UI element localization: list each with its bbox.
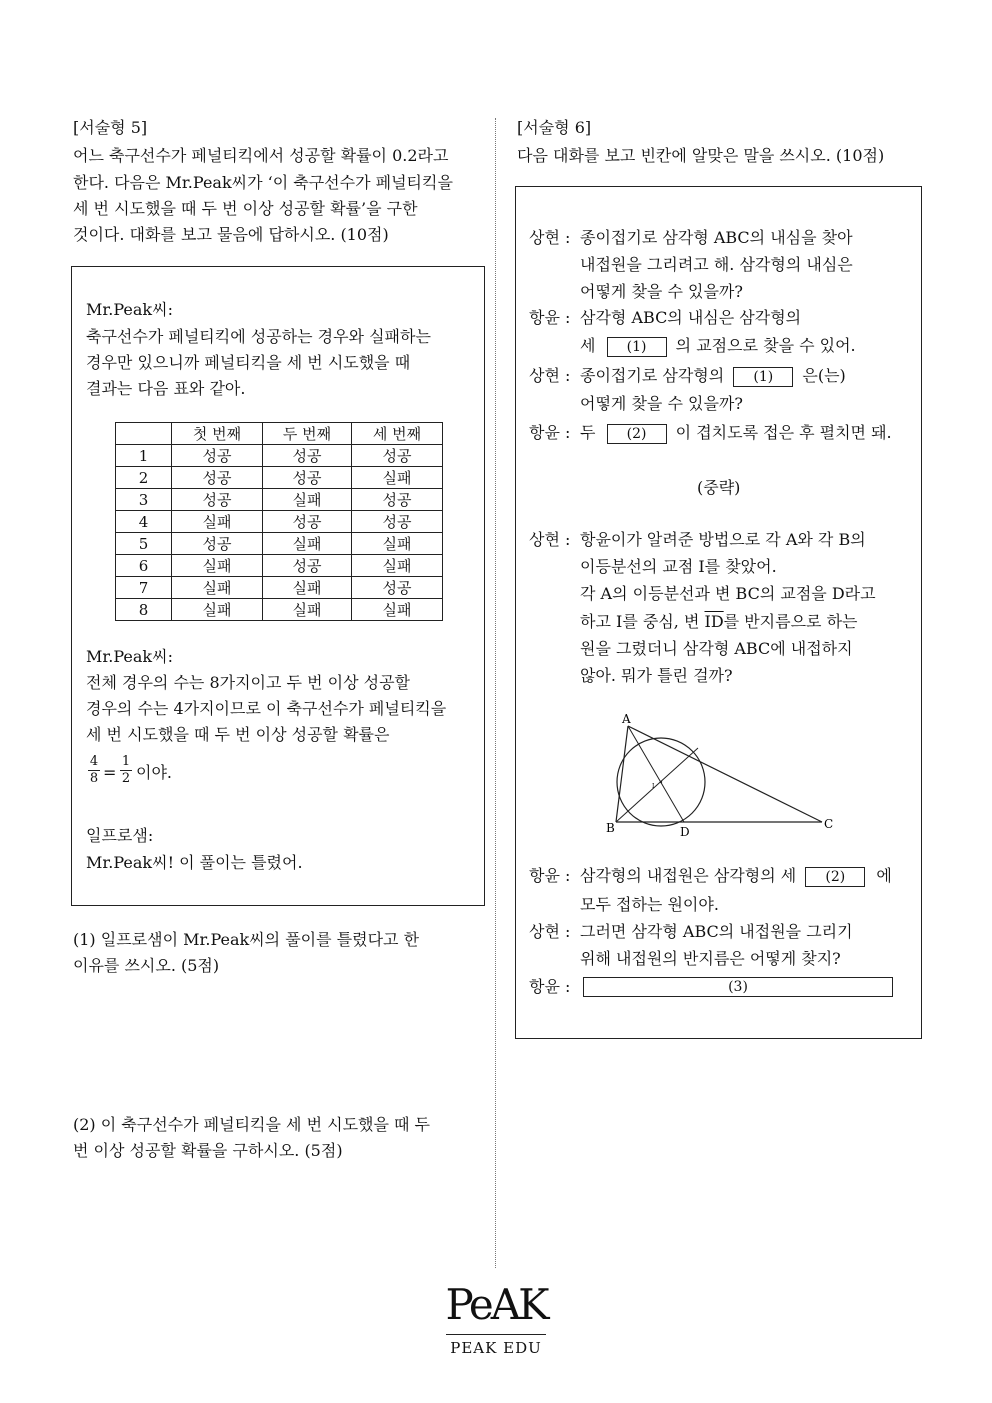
segment-id: $\overline{ID}$ bbox=[704, 612, 724, 631]
q6-text: 를 반지름으로 하는 bbox=[723, 612, 858, 631]
result-table bbox=[115, 422, 443, 621]
q5-dialogue-line: Mr.Peak씨! 이 풀이는 틀렸어. bbox=[86, 853, 303, 872]
table-header: 첫 번째 bbox=[172, 423, 263, 445]
center-point bbox=[660, 781, 662, 783]
q6-dialogue-line bbox=[580, 423, 892, 444]
q6-dialogue-line bbox=[580, 366, 846, 387]
table-row bbox=[116, 489, 443, 511]
label-a: A bbox=[622, 712, 631, 726]
logo-text: PEAK EDU bbox=[450, 1339, 542, 1357]
logo-mark: PeAK bbox=[445, 1280, 547, 1329]
q5-intro-line: 것이다. 대화를 보고 물음에 답하시오. (10점) bbox=[73, 225, 389, 244]
q5-dialogue-line: 세 번 시도했을 때 두 번 이상 성공할 확률은 bbox=[86, 725, 390, 744]
result-cell: 성공 bbox=[263, 511, 352, 533]
peak-edu-logo bbox=[440, 1282, 552, 1357]
q6-dialogue-line: 모두 접하는 원이야. bbox=[580, 895, 719, 914]
fraction-1-2 bbox=[118, 755, 134, 786]
result-cell: 실패 bbox=[263, 489, 352, 511]
result-cell: 실패 bbox=[352, 533, 443, 555]
result-cell: 성공 bbox=[172, 489, 263, 511]
q6-text: 종이접기로 삼각형의 bbox=[580, 366, 725, 385]
q6-dialogue-line bbox=[580, 612, 857, 632]
q5-sub2-line: (2) 이 축구선수가 페널티킥을 세 번 시도했을 때 두 bbox=[73, 1115, 431, 1134]
row-number: 4 bbox=[116, 511, 172, 533]
q6-dialogue-line bbox=[580, 866, 892, 887]
table-row bbox=[116, 511, 443, 533]
q5-intro-line: 세 번 시도했을 때 두 번 이상 성공할 확률’을 구한 bbox=[73, 199, 418, 218]
q6-speaker: 상현 : bbox=[529, 228, 571, 247]
q6-speaker: 항윤 : bbox=[529, 977, 571, 996]
q5-dialogue-line: 경우만 있으니까 페널티킥을 세 번 시도했을 때 bbox=[86, 353, 411, 372]
triangle-figure bbox=[600, 712, 840, 842]
result-cell: 실패 bbox=[172, 577, 263, 599]
label-i: I bbox=[652, 783, 655, 790]
q6-title: [서술형 6] bbox=[517, 118, 592, 137]
answer-blank-3: (3) bbox=[583, 977, 893, 997]
q6-intro: 다음 대화를 보고 빈칸에 알맞은 말을 쓰시오. (10점) bbox=[517, 146, 885, 165]
q5-intro-line: 어느 축구선수가 페널티킥에서 성공할 확률이 0.2라고 bbox=[73, 146, 449, 165]
table-row bbox=[116, 533, 443, 555]
q6-speaker: 상현 : bbox=[529, 530, 571, 549]
q6-text: 이 겹치도록 접은 후 펼치면 돼. bbox=[675, 423, 892, 442]
q5-dialogue-line: 전체 경우의 수는 8가지이고 두 번 이상 성공할 bbox=[86, 673, 410, 692]
table-header bbox=[116, 423, 172, 445]
answer-blank-1: (1) bbox=[607, 337, 667, 357]
fraction-4-8 bbox=[86, 755, 102, 786]
q6-text: 삼각형의 내접원은 삼각형의 세 bbox=[580, 866, 797, 885]
q6-speaker: 상현 : bbox=[529, 922, 571, 941]
row-number: 3 bbox=[116, 489, 172, 511]
logo-rule bbox=[446, 1334, 546, 1335]
row-number: 7 bbox=[116, 577, 172, 599]
result-cell: 성공 bbox=[352, 511, 443, 533]
q6-dialogue-line: 항윤이가 알려준 방법으로 각 A와 각 B의 bbox=[580, 530, 866, 549]
result-cell: 성공 bbox=[172, 467, 263, 489]
result-cell: 성공 bbox=[172, 533, 263, 555]
result-cell: 실패 bbox=[263, 599, 352, 621]
fraction-numerator: 4 bbox=[89, 754, 99, 769]
q6-text: 하고 I를 중심, 변 bbox=[580, 612, 700, 631]
q6-dialogue-line: 내접원을 그리려고 해. 삼각형의 내심은 bbox=[580, 255, 853, 274]
table-header: 두 번째 bbox=[263, 423, 352, 445]
q6-dialogue-line: 어떻게 찾을 수 있을까? bbox=[580, 394, 743, 413]
table-row bbox=[116, 445, 443, 467]
result-cell: 실패 bbox=[263, 533, 352, 555]
row-number: 2 bbox=[116, 467, 172, 489]
q5-speaker-peak: Mr.Peak씨: bbox=[86, 300, 173, 319]
table-row bbox=[116, 577, 443, 599]
q5-title: [서술형 5] bbox=[73, 118, 148, 137]
fraction-denominator: 2 bbox=[121, 771, 131, 786]
fraction-suffix: 이야. bbox=[136, 763, 172, 782]
result-cell: 성공 bbox=[263, 467, 352, 489]
answer-blank-2: (2) bbox=[805, 867, 865, 887]
q6-text: 세 bbox=[580, 336, 596, 355]
result-cell: 성공 bbox=[352, 489, 443, 511]
q6-dialogue-line: 않아. 뭐가 틀린 걸까? bbox=[580, 666, 733, 685]
fraction-numerator: 1 bbox=[121, 754, 131, 769]
equals-sign: = bbox=[103, 763, 117, 782]
q6-text: 두 bbox=[580, 423, 596, 442]
result-cell: 성공 bbox=[352, 577, 443, 599]
q5-sub1-line: (1) 일프로샘이 Mr.Peak씨의 풀이를 틀렸다고 한 bbox=[73, 930, 420, 949]
row-number: 6 bbox=[116, 555, 172, 577]
q6-text: 에 bbox=[876, 866, 892, 885]
q5-intro-line: 한다. 다음은 Mr.Peak씨가 ‘이 축구선수가 페널티킥을 bbox=[73, 173, 453, 192]
result-cell: 성공 bbox=[352, 445, 443, 467]
answer-blank-1: (1) bbox=[733, 367, 793, 387]
result-cell: 실패 bbox=[172, 555, 263, 577]
table-row bbox=[116, 555, 443, 577]
result-cell: 실패 bbox=[352, 467, 443, 489]
q6-dialogue-line bbox=[580, 336, 856, 357]
row-number: 1 bbox=[116, 445, 172, 467]
q5-sub2-line: 번 이상 성공할 확률을 구하시오. (5점) bbox=[73, 1141, 343, 1160]
omitted-marker: (중략) bbox=[697, 478, 741, 497]
result-cell: 성공 bbox=[263, 445, 352, 467]
q5-dialogue-line: 경우의 수는 4가지이므로 이 축구선수가 페널티킥을 bbox=[86, 699, 447, 718]
q6-dialogue-line: 원을 그렸더니 삼각형 ABC에 내접하지 bbox=[580, 639, 853, 658]
q5-speaker-peak: Mr.Peak씨: bbox=[86, 647, 173, 666]
q6-dialogue-line: 어떻게 찾을 수 있을까? bbox=[580, 282, 743, 301]
q6-dialogue-line: 위해 내접원의 반지름은 어떻게 찾지? bbox=[580, 949, 841, 968]
result-cell: 실패 bbox=[352, 599, 443, 621]
q6-speaker: 항윤 : bbox=[529, 423, 571, 442]
table-row bbox=[116, 467, 443, 489]
side-ac bbox=[628, 726, 822, 822]
q5-dialogue-line: 축구선수가 페널티킥에 성공하는 경우와 실패하는 bbox=[86, 327, 431, 346]
fraction-denominator: 8 bbox=[89, 771, 99, 786]
q6-text: 의 교점으로 찾을 수 있어. bbox=[675, 336, 856, 355]
label-c: C bbox=[824, 817, 834, 831]
q6-dialogue-line: 삼각형 ABC의 내심은 삼각형의 bbox=[580, 308, 802, 327]
result-cell: 실패 bbox=[172, 511, 263, 533]
q6-speaker: 항윤 : bbox=[529, 866, 571, 885]
q6-speaker: 상현 : bbox=[529, 366, 571, 385]
column-divider bbox=[495, 118, 496, 1268]
result-cell: 성공 bbox=[263, 555, 352, 577]
q6-text: 은(는) bbox=[802, 366, 846, 385]
label-d: D bbox=[680, 825, 690, 839]
q6-dialogue-line: 그러면 삼각형 ABC의 내접원을 그리기 bbox=[580, 922, 853, 941]
q5-dialogue-line: 결과는 다음 표와 같아. bbox=[86, 379, 246, 398]
table-row bbox=[116, 599, 443, 621]
row-number: 8 bbox=[116, 599, 172, 621]
q5-speaker-teacher: 일프로샘: bbox=[86, 826, 154, 845]
answer-blank-2: (2) bbox=[607, 424, 667, 444]
q6-speaker: 항윤 : bbox=[529, 308, 571, 327]
result-cell: 실패 bbox=[352, 555, 443, 577]
result-cell: 실패 bbox=[172, 599, 263, 621]
row-number: 5 bbox=[116, 533, 172, 555]
q6-dialogue-line: 이등분선의 교점 I를 찾았어. bbox=[580, 557, 777, 576]
q5-sub1-line: 이유를 쓰시오. (5점) bbox=[73, 956, 220, 975]
q6-dialogue-line: 각 A의 이등분선과 변 BC의 교점을 D라고 bbox=[580, 584, 876, 603]
q6-dialogue-line: 종이접기로 삼각형 ABC의 내심을 찾아 bbox=[580, 228, 853, 247]
result-cell: 실패 bbox=[263, 577, 352, 599]
label-b: B bbox=[606, 821, 615, 835]
table-header: 세 번째 bbox=[352, 423, 443, 445]
result-cell: 성공 bbox=[172, 445, 263, 467]
